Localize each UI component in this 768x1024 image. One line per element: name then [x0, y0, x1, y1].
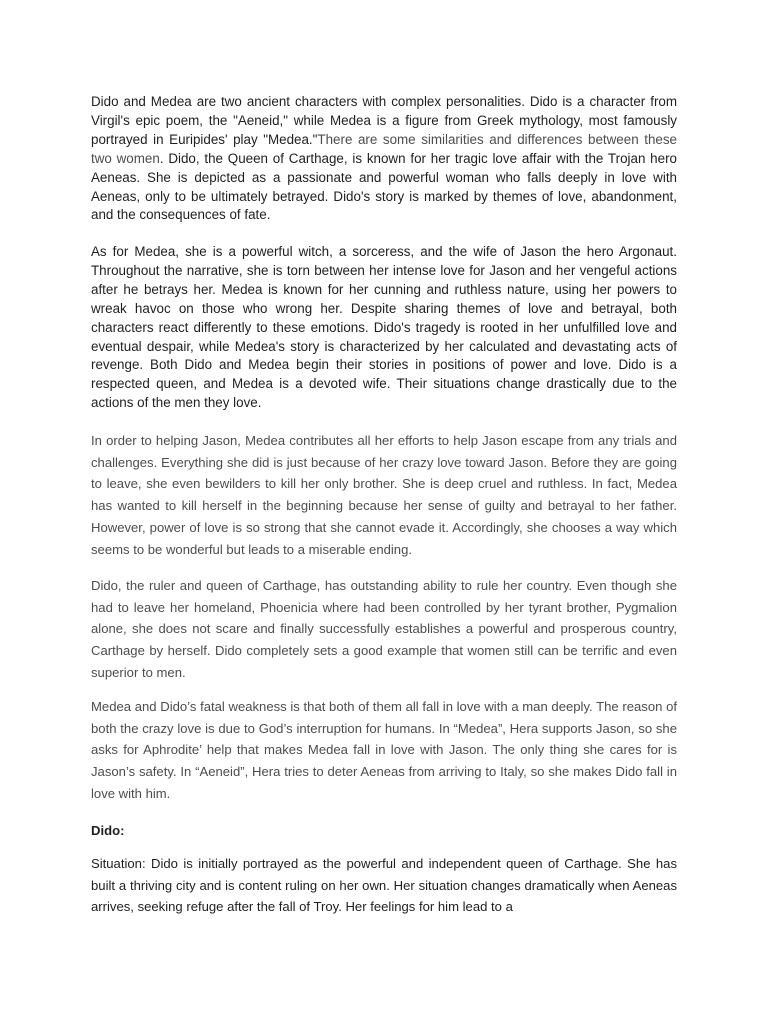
paragraph-dido-situation: Situation: Dido is initially portrayed as the powerful and independent queen of Carthage. She has built a thriving city and is content ruling on her own. Her situation changes dramatically when Aeneas arrives, seeking refuge after the fall of Troy. Her feelings for him lead to a [91, 856, 677, 915]
paragraph-medea-overview: As for Medea, she is a powerful witch, a sorceress, and the wife of Jason the hero Argonaut. Throughout the narrative, she is torn between her intense love for Jason and her vengeful actions after he betrays her. Medea is known for her cunning and ruthless nature, using her powers to wreak havoc on those who wrong her. Despite sharing themes of love and betrayal, both characters react differently to these emotions. Dido's tragedy is rooted in her unfulfilled love and eventual despair, while Medea's story is characterized by her calculated and devastating acts of revenge. Both Dido and Medea begin their stories in positions of power and love. Dido is a respected queen, and Medea is a devoted wife. Their situations change drastically due to the actions of the men they love. [91, 244, 677, 411]
intro-text-c: . Dido, the Queen of Carthage, is known for her tragic love affair with the Trojan hero Aeneas. She is depicted as a passionate and powerful woman who falls deeply in love with Aeneas, only to be ultimately betrayed. Dido's story is marked by themes of love, abandonment, and the consequences of fate. [91, 150, 677, 223]
paragraph-fatal-weakness: Medea and Dido’s fatal weakness is that both of them all fall in love with a man deeply. The reason of both the crazy love is due to God’s interruption for humans. In “Medea”, Hera supports Jason, so she asks for Aphrodite’ help that makes Medea fall in love with Jason. The only thing she cares for is Jason’s safety. In “Aeneid”, Hera tries to deter Aeneas from arriving to Italy, so she makes Dido fall in love with him. [91, 699, 677, 801]
paragraph-dido-ruler: Dido, the ruler and queen of Carthage, has outstanding ability to rule her country. Even though she had to leave her homeland, Phoenicia where had been controlled by her tyrant brother, Pygmalion alone, she does not scare and finally successfully establishes a powerful and prosperous country, Carthage by herself. Dido completely sets a good example that women still can be terrific and even superior to men. [91, 578, 677, 680]
intro-text-b: There are some similarities and differences between these two women [91, 131, 677, 166]
section-heading-dido: Dido: [91, 823, 125, 838]
paragraph-intro [91, 93, 677, 225]
intro-text-a: Dido and Medea are two ancient characters with complex personalities. Dido is a character from Virgil's epic poem, the "Aeneid," while Medea is a figure from Greek mythology, most famously portrayed in Euripides' play "Medea." [91, 94, 677, 147]
paragraph-medea-love: In order to helping Jason, Medea contributes all her efforts to help Jason escape from any trials and challenges. Everything she did is just because of her crazy love toward Jason. Before they are going to leave, she even bewilders to kill her only brother. She is deep cruel and ruthless. In fact, Medea has wanted to kill herself in the beginning because her sense of guilty and betrayal to her father. However, power of love is so strong that she cannot evade it. Accordingly, she chooses a way which seems to be wonderful but leads to a miserable ending. [91, 433, 677, 557]
